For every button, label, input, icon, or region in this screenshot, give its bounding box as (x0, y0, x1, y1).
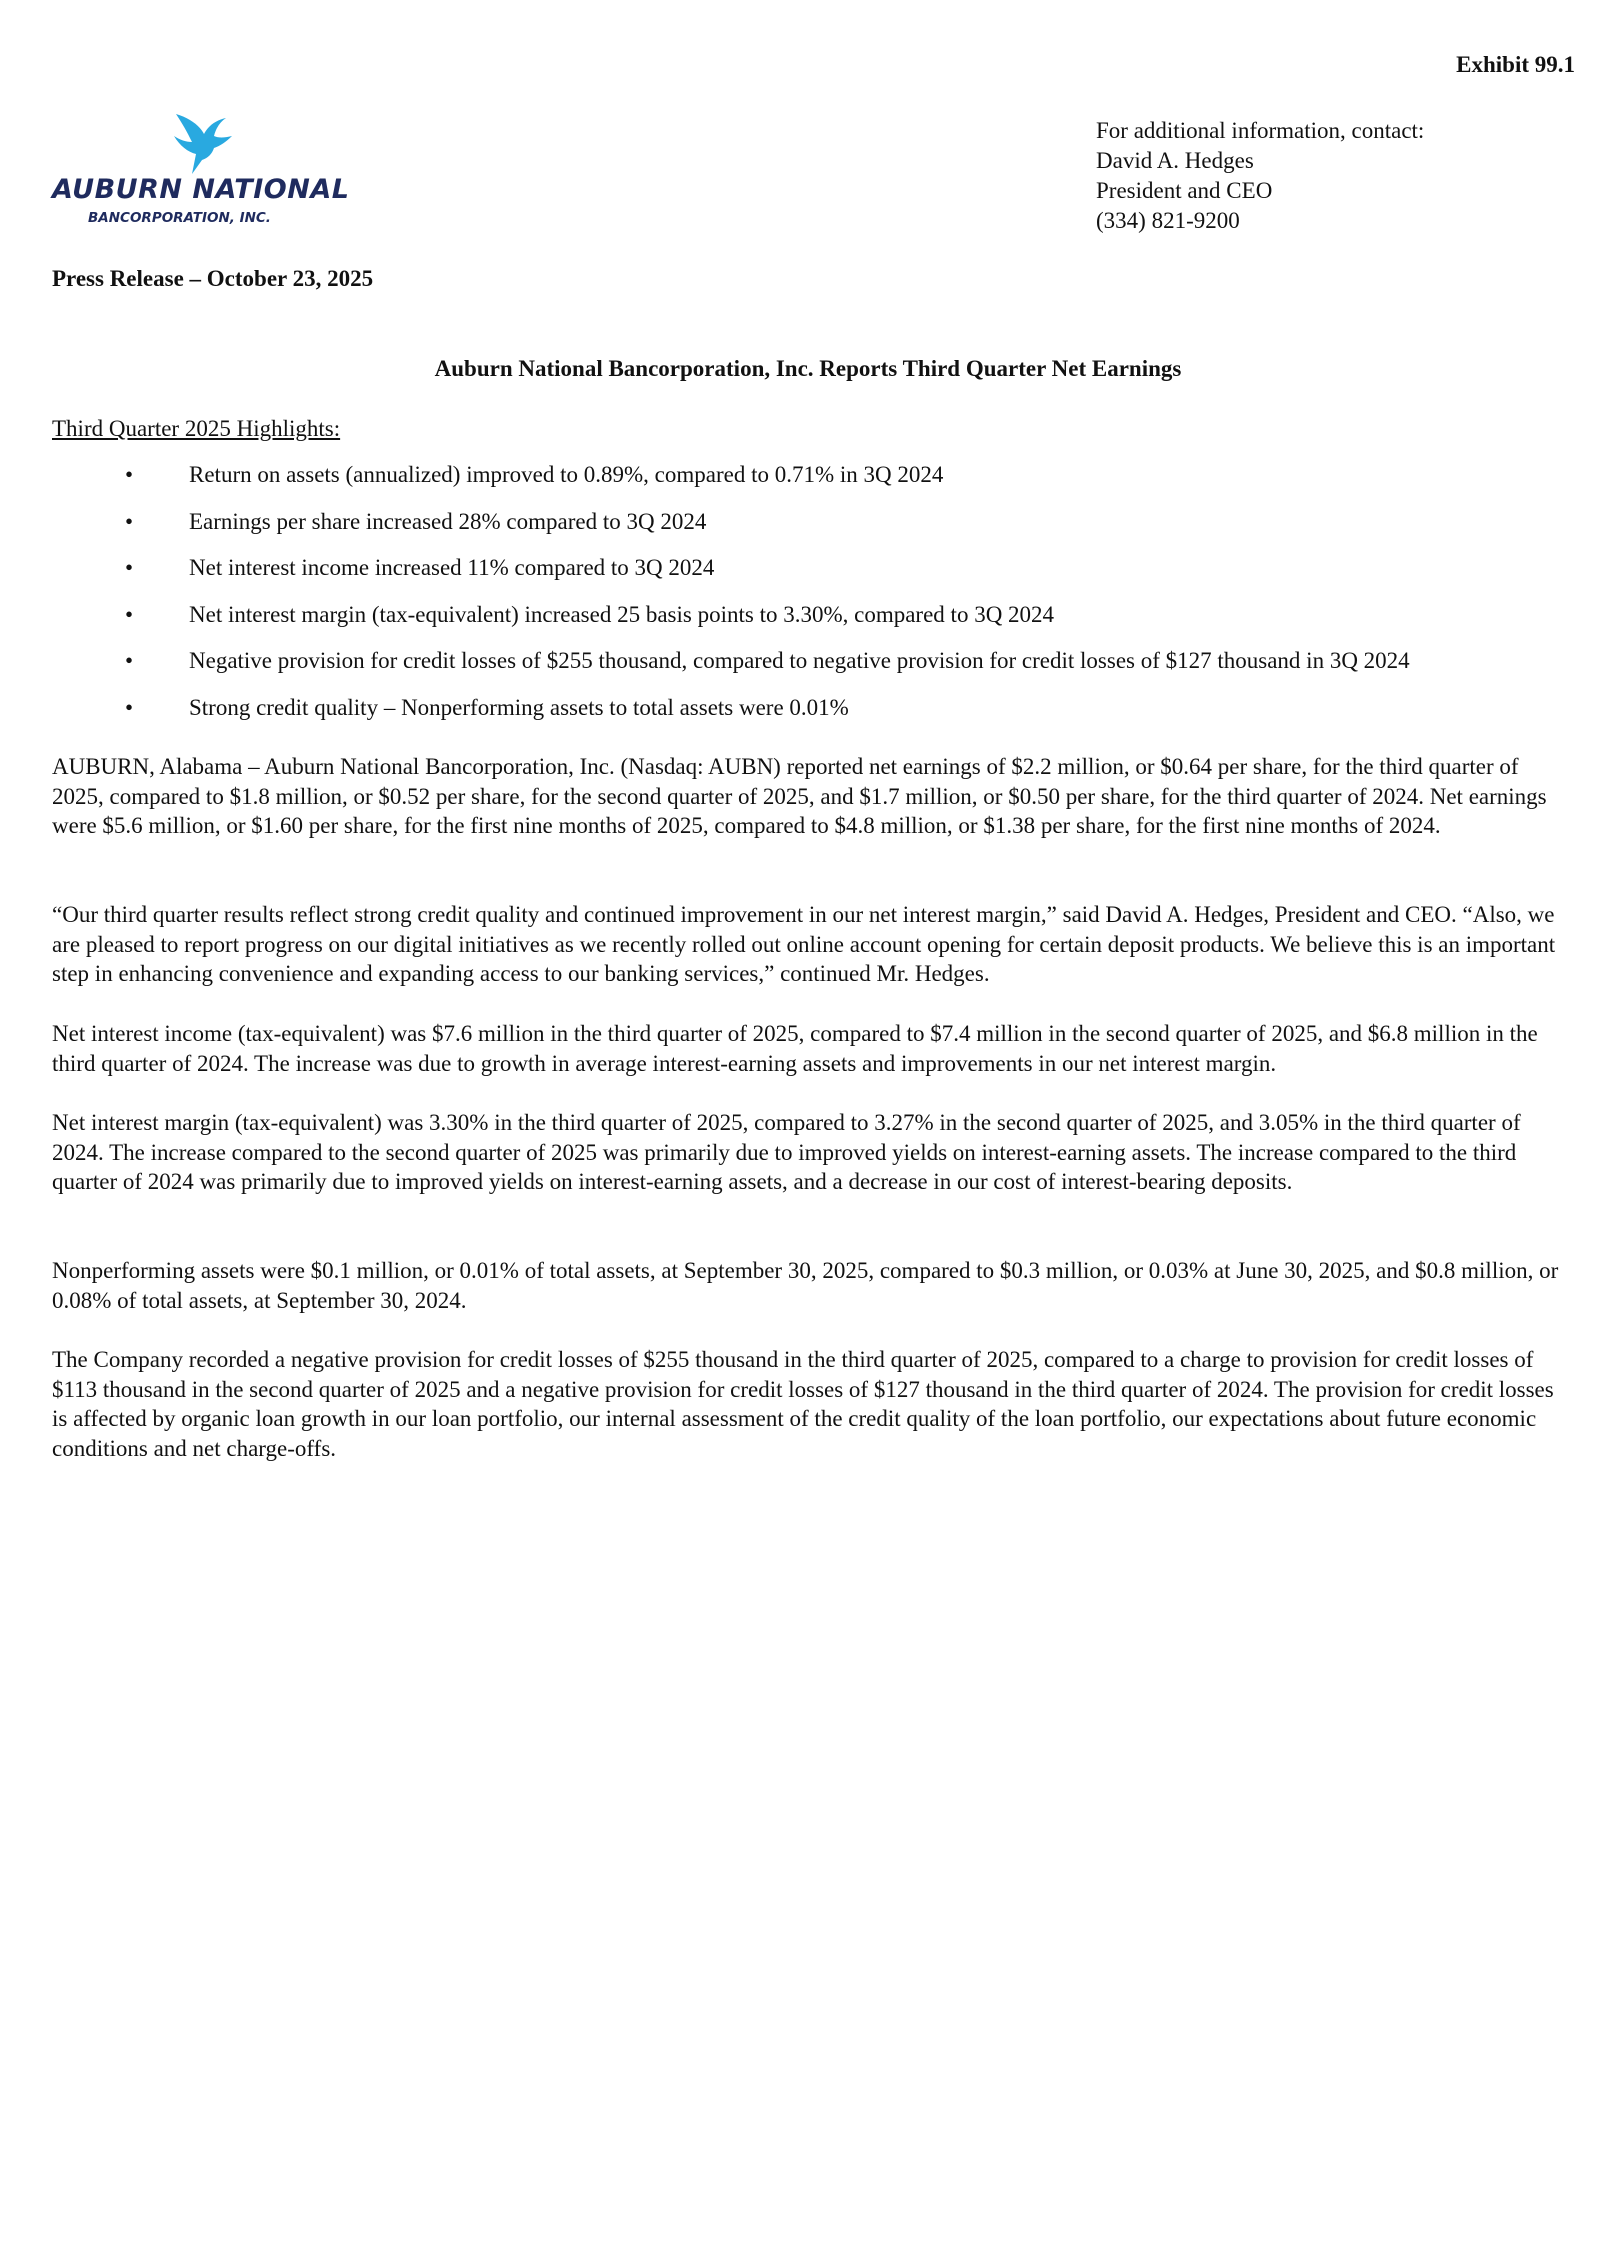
list-item (52, 646, 1572, 693)
highlights-title: Third Quarter 2025 Highlights: (52, 416, 341, 441)
net-interest-income-paragraph: Net interest income (tax-equivalent) was $7.6 million in the third quarter of 2025, compared to $7.4 million in the second quarter of 2025, and $6.8 million in the third quarter of 2024. The increase was due to growth in average interest-earning assets and improvements in our net interest margin. (52, 1021, 1538, 1076)
bullet-icon: • (125, 648, 134, 673)
bullet-icon: • (125, 508, 134, 534)
list-item (52, 460, 1572, 507)
highlight-text: Return on assets (annualized) improved to 0.89%, compared to 0.71% in 3Q 2024 (189, 462, 944, 487)
highlight-text: Net interest income increased 11% compared to 3Q 2024 (189, 555, 715, 580)
contact-title: President and CEO (1096, 178, 1273, 203)
bullet-icon: • (125, 555, 134, 580)
headline: Auburn National Bancorporation, Inc. Reports Third Quarter Net Earnings (434, 356, 1182, 381)
list-item (52, 600, 1572, 647)
earnings-paragraph: AUBURN, Alabama – Auburn National Bancorporation, Inc. (Nasdaq: AUBN) reported net earnings of $2.2 million, or $0.64 per share, for the third quarter of 2025, compared to $1.8 million, or $0.52 per share, for the second quarter of 2025, and $1.7 million, or $0.50 per share, for the third quarter of 2024. Net earnings were $5.6 million, or $1.60 per share, for the first nine months of 2025, compared to $4.8 million, or $1.38 per share, for the first nine months of 2024. (52, 754, 1547, 839)
bullet-icon: • (125, 694, 134, 720)
bullet-icon: • (125, 601, 134, 627)
list-item (52, 553, 1572, 600)
nonperforming-assets-paragraph: Nonperforming assets were $0.1 million, or 0.01% of total assets, at September 30, 2025, compared to $0.3 million, or 0.03% at June 30, 2025, and $0.8 million, or 0.08% of total assets, at September 30, 2024. (52, 1258, 1559, 1313)
highlight-text: Negative provision for credit losses of $255 thousand, compared to negative provision for credit losses of $127 thousand in 3Q 2024 (189, 648, 1410, 673)
logo-subtitle: BANCORPORATION, INC. (88, 210, 271, 226)
bird-icon (166, 112, 234, 176)
ceo-quote-paragraph: “Our third quarter results reflect strong credit quality and continued improvement in our net interest margin,” said David A. Hedges, President and CEO. “Also, we are pleased to report progress on our digital initiatives as we recently rolled out online account opening for certain deposit products. We believe this is an important step in enhancing convenience and expanding access to our banking services,” continued Mr. Hedges. (52, 902, 1556, 987)
net-interest-margin-paragraph: Net interest margin (tax-equivalent) was 3.30% in the third quarter of 2025, compared to 3.27% in the second quarter of 2025, and 3.05% in the third quarter of 2024. The increase compared to the second quarter of 2025 was primarily due to improved yields on interest-earning assets. The increase compared to the third quarter of 2024 was primarily due to improved yields on interest-earning assets, and a decrease in our cost of interest-bearing deposits. (52, 1110, 1521, 1195)
list-item (52, 693, 1572, 740)
exhibit-label: Exhibit 99.1 (1456, 52, 1575, 77)
highlight-text: Net interest margin (tax-equivalent) increased 25 basis points to 3.30%, compared to 3Q 2024 (189, 601, 1055, 627)
logo-wordmark: AUBURN NATIONAL (52, 174, 350, 205)
highlight-text: Earnings per share increased 28% compared to 3Q 2024 (189, 508, 707, 534)
company-logo (52, 112, 350, 232)
credit-losses-paragraph: The Company recorded a negative provision for credit losses of $255 thousand in the third quarter of 2025, compared to a charge to provision for credit losses of $113 thousand in the second quarter of 2025 and a negative provision for credit losses of $127 thousand in the third quarter of 2024. The provision for credit losses is affected by organic loan growth in our loan portfolio, our internal assessment of the credit quality of the loan portfolio, our expectations about future economic conditions and net charge-offs. (52, 1347, 1554, 1462)
list-item (52, 507, 1572, 554)
contact-intro: For additional information, contact: (1096, 118, 1425, 143)
highlights-list (52, 460, 1572, 739)
highlight-text: Strong credit quality – Nonperforming assets to total assets were 0.01% (189, 694, 849, 720)
press-release-date: Press Release – October 23, 2025 (52, 266, 374, 291)
bullet-icon: • (125, 462, 134, 487)
contact-block (1096, 116, 1424, 236)
contact-name: David A. Hedges (1096, 148, 1254, 173)
contact-phone: (334) 821-9200 (1096, 208, 1240, 233)
